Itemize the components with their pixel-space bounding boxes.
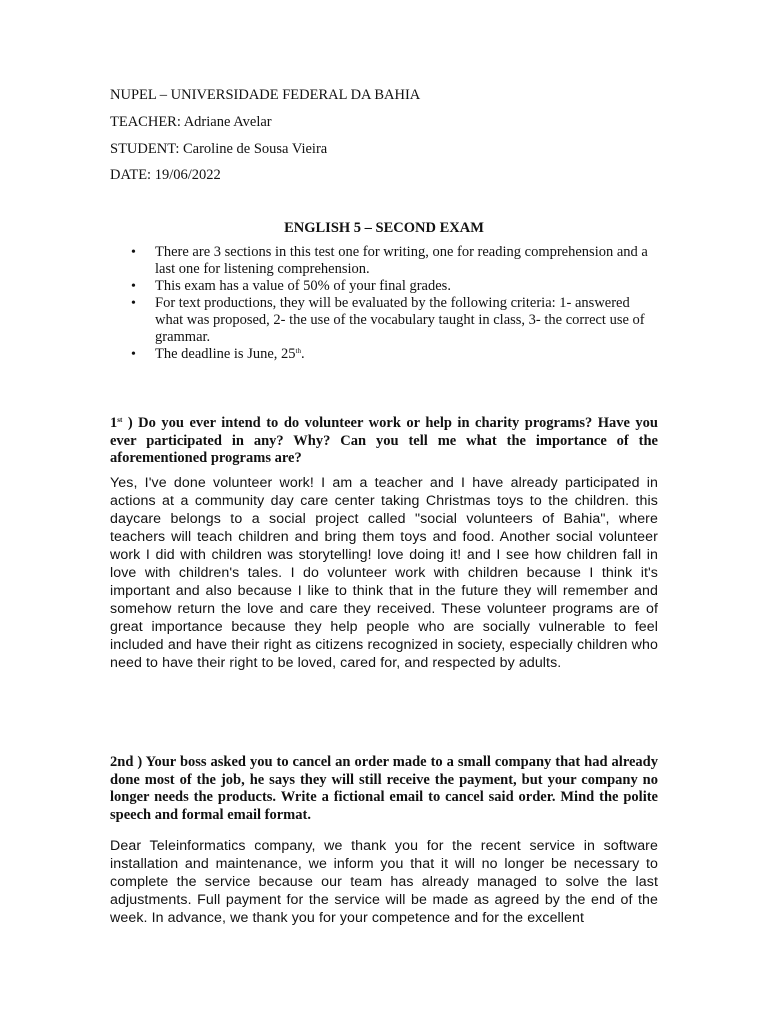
date-line: DATE: 19/06/2022 [110,167,221,183]
question-1-text: ) Do you ever intend to do volunteer work or help in charity programs? Have you ever participated in any? Why? Can you tell me what the importance of the aforementioned programs are? [110,415,658,466]
deadline-text: The deadline is June, 25 [155,346,296,362]
question-2: 2nd ) Your boss asked you to cancel an order made to a small company that had already done most of the job, he says they will still receive the payment, but your company no longer needs the products. Write a fictional email to cancel said order. Mind the polite speech and formal email format. [110,754,658,823]
question-1-ordinal: st [117,416,123,424]
deadline-suffix: th [295,347,301,355]
instruction-item [110,346,660,363]
instruction-item: • This exam has a value of 50% of your final grades. [110,278,660,295]
answer-1: Yes, I've done volunteer work! I am a teacher and I have already participated in actions at a community day care center taking Christmas toys to the children. this daycare belongs to a social project called "social volunteers of Bahia", where teachers will teach children and bring them toys and food. Another social volunteer work I did with children was storytelling! love doing it! and I see how children fall in love with children's tales. I do volunteer work with children because I think it's important and also because I like to think that in the future they will remember and somehow return the love and care they received. These volunteer programs are of great importance because they help people who are socially vulnerable to feel included and have their right as citizens recognized in society, especially children who need to have their right to be loved, cared for, and respected by adults. [110,475,658,671]
exam-title: ENGLISH 5 – SECOND EXAM [284,220,484,236]
teacher-line: TEACHER: Adriane Avelar [110,114,272,130]
deadline-end: . [301,346,305,362]
answer-2: Dear Teleinformatics company, we thank you for the recent service in software installation and maintenance, we inform you that it will no longer be necessary to complete the service because our team has already managed to solve the last adjustments. Full payment for the service will be made as agreed by the end of the week. In advance, we thank you for your competence and for the excellent [110,838,658,926]
question-1-number: 1 [110,415,118,431]
institution-line: NUPEL – UNIVERSIDADE FEDERAL DA BAHIA [110,87,421,103]
instruction-item: • There are 3 sections in this test one for writing, one for reading comprehension and a last one for listening comprehension. [110,244,660,278]
student-line: STUDENT: Caroline de Sousa Vieira [110,141,328,157]
question-1 [110,415,658,468]
instructions-list [110,244,660,363]
instruction-item: • For text productions, they will be evaluated by the following criteria: 1- answered what was proposed, 2- the use of the vocabulary taught in class, 3- the correct use of grammar. [110,295,660,346]
